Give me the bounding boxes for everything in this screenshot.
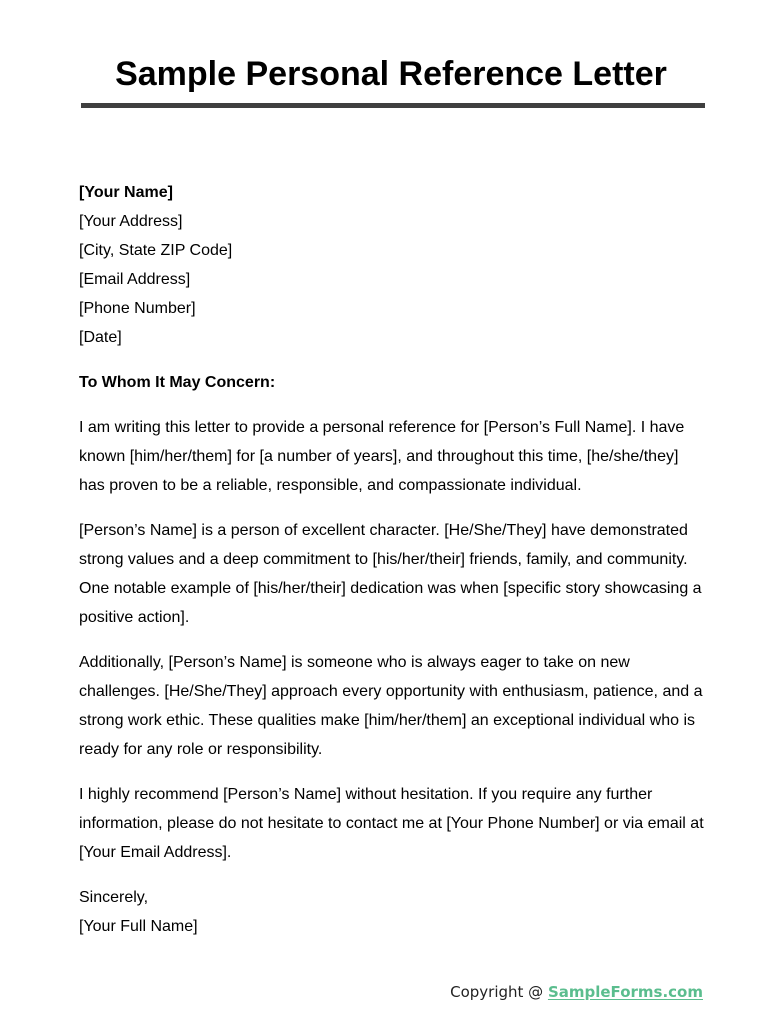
paragraph-character: [Person’s Name] is a person of excellent character. [He/She/They] have demonstrated strong values and a deep commitment to [his/her/their] friends, family, and community. One notable example of [his/her/their] dedication was when [specific story showcasing a positive action]. xyxy=(79,522,702,626)
copyright-text: Copyright @ xyxy=(450,983,548,1001)
paragraph-recommendation: I highly recommend [Person’s Name] without hesitation. If you require any further information, please do not hesitate to contact me at [Your Phone Number] or via email at [Your Email Address]. xyxy=(79,786,704,861)
sender-email: [Email Address] xyxy=(79,271,191,288)
title-divider xyxy=(81,103,705,108)
sender-city: [City, State ZIP Code] xyxy=(79,242,233,259)
signature: [Your Full Name] xyxy=(79,918,198,935)
sender-address: [Your Address] xyxy=(79,213,183,230)
sampleforms-link[interactable]: SampleForms.com xyxy=(547,983,703,1001)
salutation: To Whom It May Concern: xyxy=(79,374,276,391)
paragraph-additional: Additionally, [Person’s Name] is someone who is always eager to take on new challenges. [He/She/They] approach every opportunity with enthusiasm, patience, and a strong work ethic. These qualities make [him/her/them] an exceptional individual who is ready for any role or responsibility. xyxy=(79,654,703,758)
letter-date: [Date] xyxy=(79,329,122,346)
sender-name: [Your Name] xyxy=(79,184,173,201)
letter-body xyxy=(79,178,705,957)
closing-block xyxy=(79,883,705,941)
page-title: Sample Personal Reference Letter xyxy=(115,55,667,93)
closing: Sincerely, xyxy=(79,889,149,906)
copyright-footer xyxy=(450,980,703,1004)
paragraph-intro: I am writing this letter to provide a personal reference for [Person’s Full Name]. I have known [him/her/them] for [a number of years], and throughout this time, [he/she/they] has proven to be a reliable, responsible, and compassionate individual. xyxy=(79,419,685,494)
sender-block xyxy=(79,178,705,352)
sender-phone: [Phone Number] xyxy=(79,300,196,317)
